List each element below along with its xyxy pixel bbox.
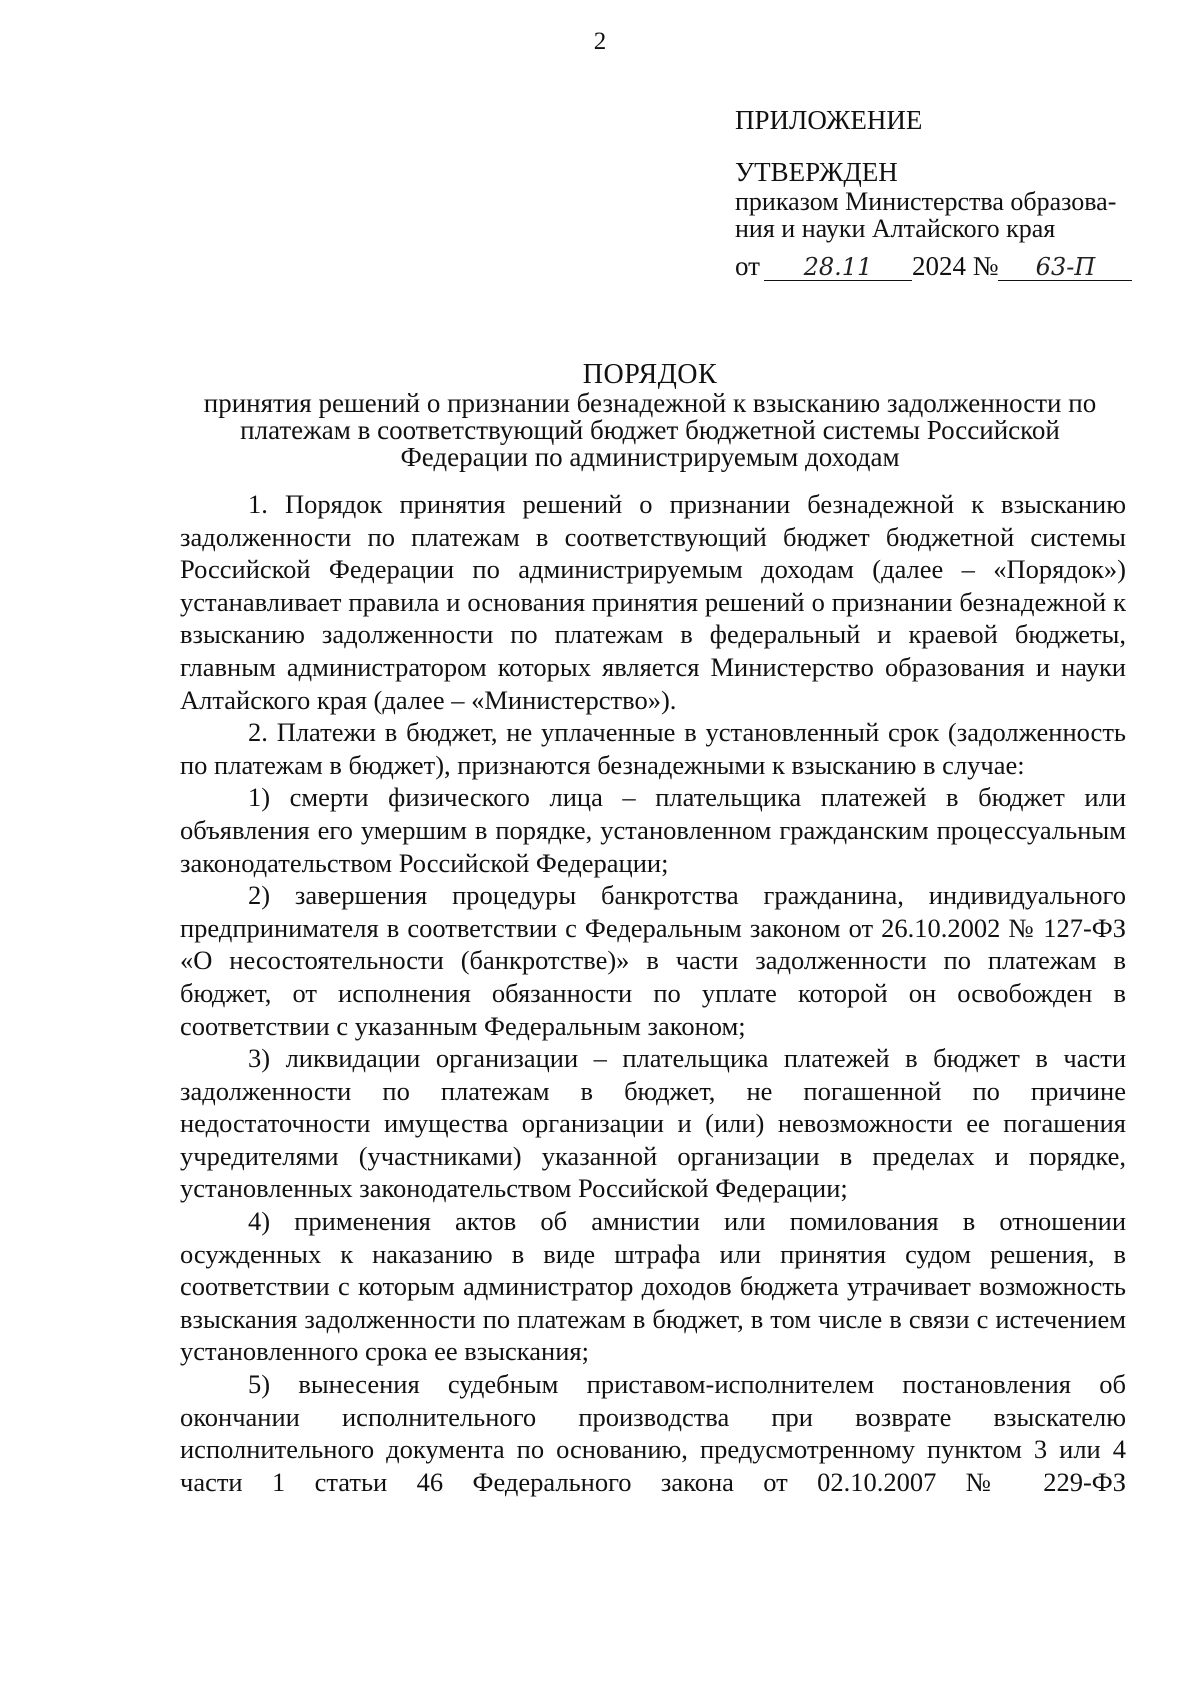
document-subtitle-line-2: платежам в соответствующий бюджет бюджетной системы Российской bbox=[240, 415, 1060, 445]
document-heading: ПОРЯДОК bbox=[582, 359, 718, 390]
appendix-block bbox=[735, 102, 1135, 282]
document-body bbox=[180, 488, 1126, 1498]
handwritten-order-number: 63-П bbox=[998, 254, 1132, 281]
list-item-1: 1) смерти физического лица – плательщика платежей в бюджет или объявления его умершим в порядке, установленном гражданским процессуальным законодательством Российской Федерации; bbox=[180, 782, 1126, 878]
year-and-number-label: 2024 № bbox=[911, 251, 999, 281]
document-title bbox=[170, 360, 1130, 471]
document-subtitle-line-3: Федерации по администрируемым доходам bbox=[400, 442, 900, 472]
order-date-line bbox=[735, 250, 1135, 282]
list-item-2: 2) завершения процедуры банкротства гражданина, индивидуального предпринимателя в соответствии с Федеральным законом от 26.10.2002 № 127-ФЗ «О несостоятельности (банкротстве)» в части задолженности по платежам в бюджет, от исполнения обязанности по уплате которой он освобожден в соответствии с указанным Федеральным законом; bbox=[180, 880, 1126, 1041]
approved-title: УТВЕРЖДЕН bbox=[735, 157, 898, 187]
list-item-4: 4) применения актов об амнистии или помилования в отношении осужденных к наказанию в виде штрафа или принятия судом решения, в соответствии с которым администратор доходов бюджета утрачивает возможность взыскания задолженности по платежам в бюджет, в том числе в связи с истечением установленного срока ее взыскания; bbox=[180, 1206, 1126, 1367]
page-number: 2 bbox=[593, 28, 607, 55]
date-prefix: от bbox=[735, 251, 760, 281]
list-item-5: 5) вынесения судебным приставом-исполнителем постановления об окончании исполнительного производства при возврате взыскателю исполнительного документа по основанию, предусмотренному пунктом 3 или 4 части 1 статьи 46 Федерального закона от 02.10.2007 № 229-ФЗ bbox=[180, 1369, 1126, 1497]
order-line-2: ния и науки Алтайского края bbox=[735, 214, 1056, 243]
document-subtitle-line-1: принятия решений о признании безнадежной к взысканию задолженности по bbox=[203, 388, 1097, 418]
paragraph-2: 2. Платежи в бюджет, не уплаченные в установленный срок (задолженность по платежам в бюджет), признаются безнадежными к взысканию в случае: bbox=[180, 717, 1126, 780]
appendix-title: ПРИЛОЖЕНИЕ bbox=[735, 105, 923, 135]
handwritten-date: 28.11 bbox=[764, 254, 912, 281]
list-item-3: 3) ликвидации организации – плательщика платежей в бюджет в части задолженности по платежам в бюджет, не погашенной по причине недостаточности имущества организации и (или) невозможности ее погашения учредителями (участниками) указанной организации в пределах и порядке, установленных законодательством Российской Федерации; bbox=[180, 1043, 1126, 1204]
paragraph-1: 1. Порядок принятия решений о признании безнадежной к взысканию задолженности по платежам в соответствующий бюджет бюджетной системы Российской Федерации по администрируемым доходам (далее – «Порядок») устанавливает правила и основания принятия решений о признании безнадежной к взысканию задолженности по платежам в федеральный и краевой бюджеты, главным администратором которых является Министерство образования и науки Алтайского края (далее – «Министерство»). bbox=[180, 489, 1126, 715]
order-line-1: приказом Министерства образова- bbox=[735, 187, 1117, 216]
